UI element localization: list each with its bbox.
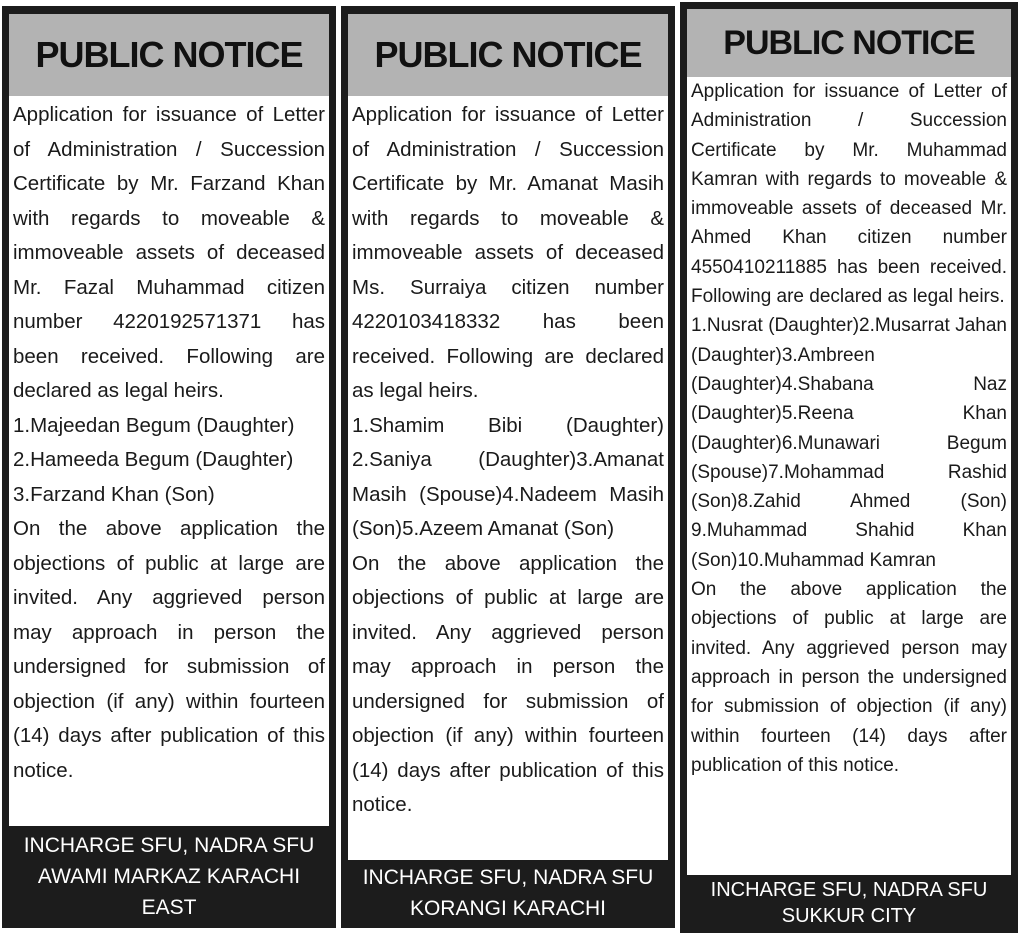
heir-item: 2.Hameeda Begum (Daughter): [13, 448, 294, 471]
notice-intro: Application for issuance of Letter of Administration / Succession Certificate by Mr. Muhammad Kamran with regards to moveable & immoveable assets of deceased Mr. Ahmed Khan citizen number 4550410211885 has been received. Following are declared as legal heirs.: [691, 81, 1007, 308]
footer-line: KORANGI KARACHI: [409, 897, 607, 920]
notice-body: [348, 96, 668, 860]
heir-item: 3.Farzand Khan (Son): [13, 482, 215, 506]
heir-list: 1.Nusrat (Daughter)2.Musarrat Jahan (Daughter)3.Ambreen (Daughter)4.Shabana Naz (Daughter)5.Reena Khan (Daughter)6.Munawari Begum (Spouse)7.Mohammad Rashid (Son)8.Zahid Ahmed (Son) 9.Muhammad Shahid Khan (Son)10.Muhammad Kamran: [691, 315, 1007, 571]
notice-intro: Application for issuance of Letter of Administration / Succession Certificate by Mr. Farzand Khan with regards to moveable & immoveable assets of deceased Mr. Fazal Muhammad citizen number 4220192571371 has been received. Following are declared as legal heirs.: [13, 103, 325, 402]
notice-title: PUBLIC NOTICE: [687, 9, 1011, 77]
notice-footer: [687, 876, 1011, 929]
notice-body: [9, 96, 329, 826]
public-notice-muhammad-kamran: [680, 2, 1018, 933]
notice-footer: [348, 862, 668, 924]
footer-line: INCHARGE SFU, NADRA SFU: [710, 878, 988, 901]
notice-body: [687, 77, 1011, 875]
public-notice-amanat-masih: [341, 6, 675, 928]
footer-line: INCHARGE SFU, NADRA SFU: [362, 866, 654, 889]
notice-title: PUBLIC NOTICE: [9, 14, 329, 96]
notice-intro: Application for issuance of Letter of Administration / Succession Certificate by Mr. Amanat Masih with regards to moveable & immoveable assets of deceased Ms. Surraiya citizen number 4220103418332 has been received. Following are declared as legal heirs.: [352, 103, 664, 402]
notice-closing: On the above application the objections of public at large are invited. Any aggrieved person may approach in person the undersigned for submission of objection (if any) within fourteen (14) days after publication of this notice.: [352, 551, 664, 816]
footer-line: SUKKUR CITY: [781, 904, 917, 927]
public-notice-farzand-khan: [2, 6, 336, 928]
heir-list: 1.Shamim Bibi (Daughter) 2.Saniya (Daughter)3.Amanat Masih (Spouse)4.Nadeem Masih (Son)5.Azeem Amanat (Son): [352, 413, 664, 540]
footer-line: AWAMI MARKAZ KARACHI: [37, 864, 301, 888]
notice-closing: On the above application the objections of public at large are invited. Any aggrieved person may approach in person the undersigned for submission of objection (if any) within fourteen (14) days after publication of this notice.: [691, 579, 1007, 776]
notice-closing: On the above application the objections of public at large are invited. Any aggrieved person may approach in person the undersigned for submission of objection (if any) within fourteen (14) days after publication of this notice.: [13, 517, 325, 782]
heir-item: 1.Majeedan Begum (Daughter): [13, 413, 295, 437]
footer-line: EAST: [141, 895, 197, 919]
notice-title: PUBLIC NOTICE: [348, 14, 668, 96]
notice-footer: [9, 828, 329, 924]
footer-line: INCHARGE SFU, NADRA SFU: [23, 833, 315, 857]
